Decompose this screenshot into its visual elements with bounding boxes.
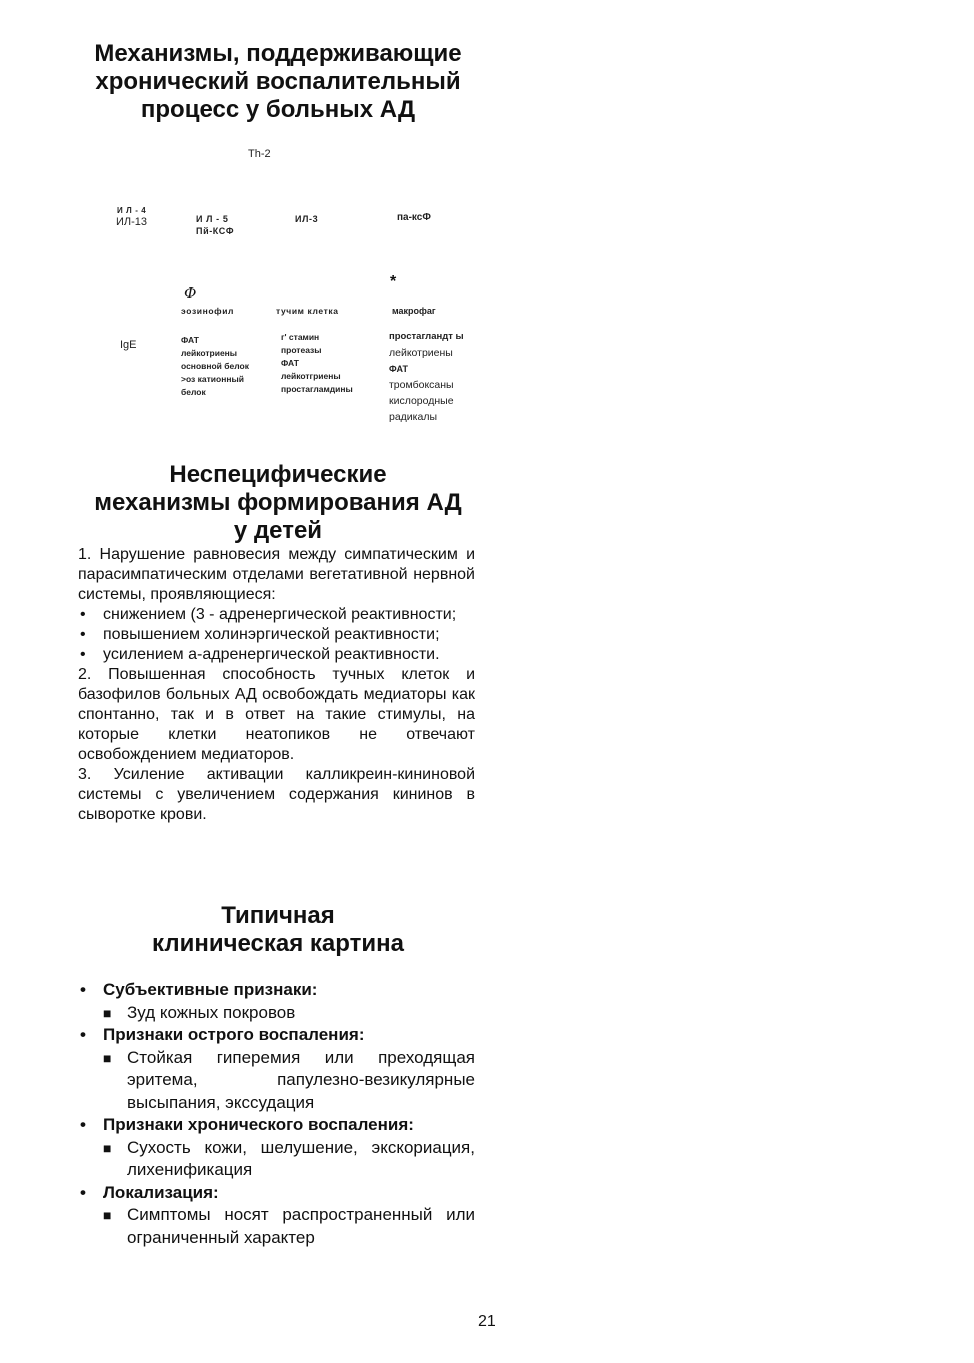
- diagram-il13-label: ИЛ-13: [116, 216, 148, 228]
- mast-cell-mediator: ФАТ: [281, 358, 299, 368]
- section1-title: [60, 40, 496, 124]
- macrophage-mediator: ФАТ: [389, 364, 409, 374]
- page-number: 21: [478, 1313, 496, 1330]
- section2-bullet: • усилением а-адренергической реактивности.: [78, 645, 475, 665]
- diagram-pacsf-label: па-ксФ: [397, 212, 431, 223]
- macrophage-mediator: простагландт ы: [389, 331, 464, 342]
- section3-title-line: Типичная: [221, 902, 335, 929]
- mast-cell-mediator: лейкотгриены: [281, 371, 341, 381]
- eosinophil-mediator-list: [181, 334, 249, 399]
- macrophage-mediator-list: [389, 329, 464, 425]
- section2-title-line: у детей: [233, 517, 323, 544]
- mast-cell-mediator: г' стамин: [281, 332, 320, 342]
- macrophage-mediator: кислородные: [389, 395, 454, 407]
- diagram-gmcsf-label: Пй-КСФ: [196, 226, 235, 236]
- clinical-picture-list: [78, 979, 475, 1249]
- diagram-phi-symbol: Ф: [184, 284, 197, 302]
- section3-title-line: клиническая картина: [152, 930, 404, 957]
- macrophage-mediator: радикалы: [389, 411, 438, 423]
- section1-title-line: процесс у больных АД: [140, 96, 416, 123]
- section2-title-line: механизмы формирования АД: [94, 489, 462, 516]
- mast-cell-mediator: протеазы: [281, 345, 322, 355]
- eosinophil-mediator: >оз катионный: [181, 374, 244, 384]
- diagram-mast-cell-label: тучим клетка: [276, 306, 339, 316]
- section2-title: [60, 461, 496, 545]
- diagram-macrophage-label: макрофаг: [392, 306, 436, 316]
- diagram-star-mark: *: [390, 273, 397, 290]
- diagram-il3-label: ИЛ-3: [295, 214, 319, 224]
- section2-bullet: • повышением холинэргической реактивности;: [78, 625, 475, 645]
- section3-title: [60, 902, 496, 958]
- section1-title-line: хронический воспалительный: [95, 68, 461, 95]
- diagram-eosinophil-label: эозинофил: [181, 306, 235, 316]
- section2-bullet: • снижением (3 - адренергической реактивности;: [78, 605, 475, 625]
- macrophage-mediator: тромбоксаны: [389, 379, 454, 391]
- eosinophil-mediator: ФАТ: [181, 335, 199, 345]
- section2-item-3: 3. Усиление активации калликреин-кининовой системы с увеличением содержания кининов в сыворотке крови.: [78, 766, 475, 823]
- clinical-symptom: ■ Стойкая гиперемия или преходящая эритема, папулезно-везикулярные высыпания, экссудация: [78, 1047, 475, 1115]
- clinical-symptom: ■ Сухость кожи, шелушение, экскориация, лихенификация: [78, 1137, 475, 1182]
- clinical-symptom: ■ Зуд кожных покровов: [78, 1002, 475, 1025]
- eosinophil-mediator: белок: [181, 387, 206, 397]
- diagram-il4-label: И Л - 4: [117, 206, 147, 215]
- section2-title-line: Неспецифические: [169, 461, 387, 488]
- clinical-symptom: ■ Симптомы носят распространенный или ограниченный характер: [78, 1204, 475, 1249]
- diagram-th2-label: Th-2: [248, 148, 271, 160]
- section2-item-2: 2. Повышенная способность тучных клеток и базофилов больных АД освобождать медиаторы как спонтанно, так и в ответ на такие стимулы, на которые клетки неатопиков не отвечают освобождением медиаторов.: [78, 666, 475, 763]
- eosinophil-mediator: лейкотриены: [181, 348, 238, 358]
- section2-item-1: 1. Нарушение равновесия между симпатическим и парасимпатическим отделами вегетативной нервной системы, проявляющиеся:: [78, 546, 475, 603]
- mast-cell-mediator-list: [281, 331, 353, 396]
- clinical-category: • Признаки хронического воспаления:: [78, 1114, 475, 1137]
- clinical-category: • Локализация:: [78, 1182, 475, 1205]
- macrophage-mediator: лейкотриены: [389, 347, 453, 359]
- eosinophil-mediator: основной белок: [181, 361, 249, 371]
- clinical-category: • Субъективные признаки:: [78, 979, 475, 1002]
- diagram-il5-label: И Л - 5: [196, 214, 229, 224]
- mast-cell-mediator: простагламдины: [281, 384, 353, 394]
- section2-body: [78, 545, 475, 825]
- section1-title-line: Механизмы, поддерживающие: [94, 40, 462, 67]
- clinical-category: • Признаки острого воспаления:: [78, 1024, 475, 1047]
- diagram-ige-label: IgE: [120, 339, 137, 351]
